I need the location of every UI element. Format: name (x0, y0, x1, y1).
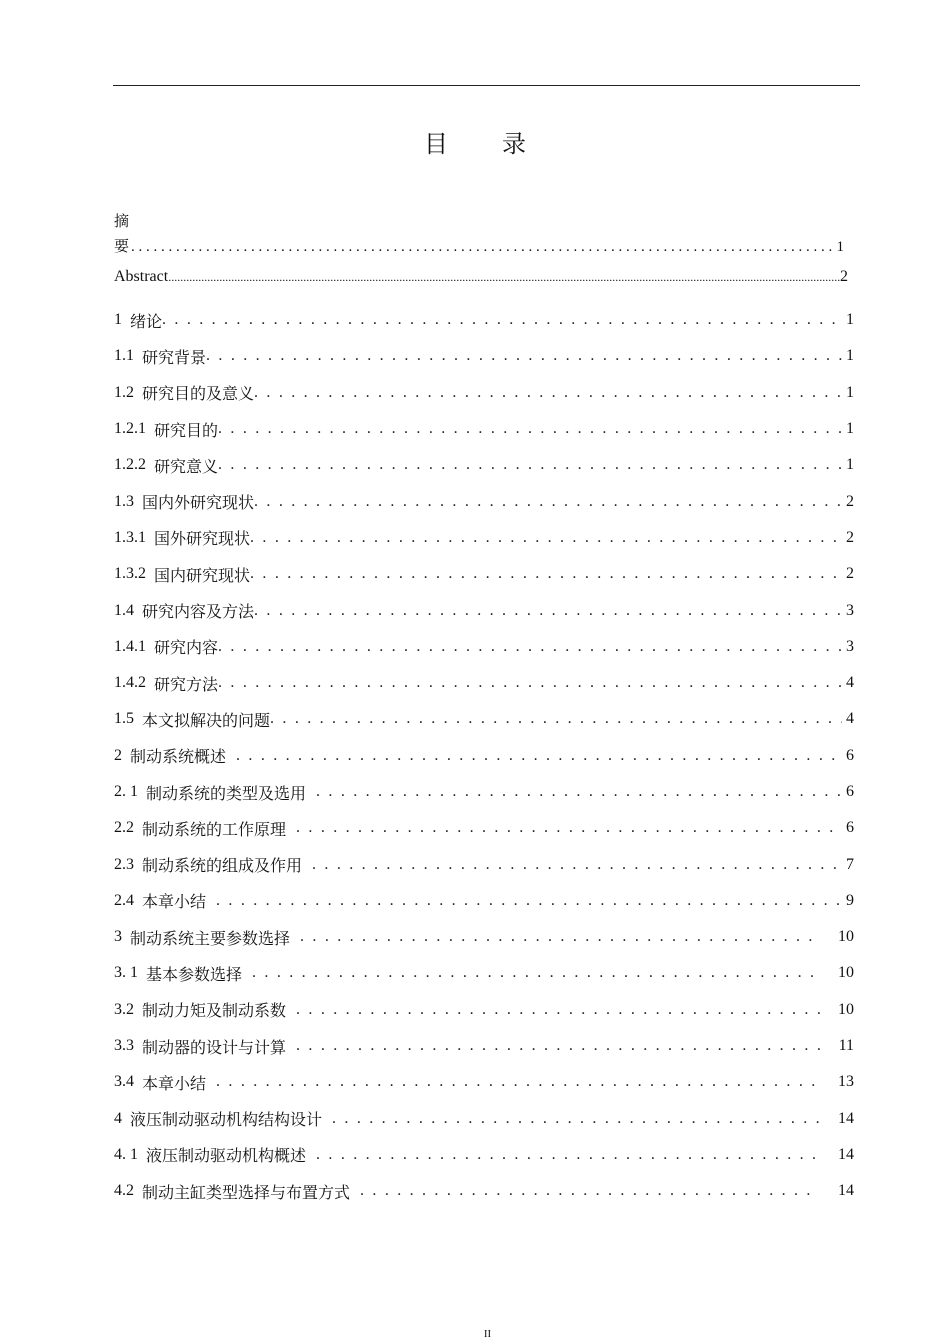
toc-page-number: 10 (838, 928, 854, 946)
toc-entry-number: 1.2.2 (114, 456, 146, 474)
toc-entry-number: 1.5 (114, 710, 134, 728)
toc-entry[interactable] (114, 338, 854, 374)
toc-entry-text: 制动系统主要参数选择 (130, 930, 291, 948)
toc-page-number: 1 (846, 420, 854, 438)
toc-entry-text: 研究方法 (154, 676, 219, 694)
toc-page-number: 2 (840, 268, 848, 285)
toc-entry-number: 1.4.2 (114, 674, 146, 692)
toc-entry-number: 2. 1 (114, 783, 138, 800)
toc-entry[interactable] (114, 919, 854, 955)
dot-leader (218, 638, 842, 656)
toc-entry-text: Abstract (114, 268, 169, 285)
toc-entry-number: 4 (114, 1109, 122, 1127)
dot-leader (300, 928, 820, 946)
toc-entry-text: 制动主缸类型选择与布置方式 (142, 1184, 351, 1202)
toc-entry[interactable] (114, 738, 854, 774)
toc-entry[interactable] (114, 992, 854, 1028)
toc-page-number: 1 (846, 311, 854, 329)
dot-leader (296, 819, 842, 837)
toc-entry[interactable] (114, 375, 854, 411)
toc-entry[interactable] (114, 1064, 854, 1100)
toc-page-number: 2 (846, 492, 854, 510)
dot-leader (254, 384, 842, 402)
toc-entry-text: 制动系统的类型及选用 (146, 785, 307, 803)
toc-page-number: 7 (846, 855, 854, 873)
toc-entry[interactable] (114, 665, 854, 701)
dot-leader (131, 239, 834, 256)
dot-leader (250, 529, 842, 547)
toc-entry[interactable] (114, 483, 854, 519)
toc-entry[interactable] (114, 411, 854, 447)
toc-entry-text: 制动器的设计与计算 (142, 1039, 287, 1057)
toc-entry-text: 研究目的 (154, 422, 219, 440)
dot-leader (218, 674, 842, 692)
dot-leader (162, 311, 842, 329)
dot-leader (236, 747, 842, 765)
dot-leader (312, 856, 842, 874)
toc-entry-text: 绪论 (130, 313, 163, 331)
dot-leader (216, 1073, 820, 1091)
toc-page-number: 1 (836, 239, 844, 255)
dot-leader (252, 964, 820, 982)
toc-entry-number: 1.2 (114, 383, 134, 401)
toc-entry[interactable] (114, 302, 854, 338)
toc-page-number: 14 (838, 1145, 854, 1163)
toc-page-number: 3 (846, 601, 854, 619)
toc-entry-text: 制动力矩及制动系数 (142, 1003, 287, 1021)
toc-entry-number: 4.2 (114, 1182, 134, 1200)
toc-entry[interactable] (114, 447, 854, 483)
toc-entry-number: 2.4 (114, 891, 134, 909)
toc-entry-text: 研究背景 (142, 349, 207, 367)
toc-entry[interactable] (114, 1173, 854, 1209)
toc-entry-number: 1.3 (114, 492, 134, 510)
toc-entry[interactable] (114, 629, 854, 665)
toc-entry-number: 3.3 (114, 1037, 134, 1055)
toc-entry[interactable] (114, 846, 854, 882)
toc-entry-number: 1 (114, 311, 122, 329)
toc-page-number: 1 (846, 456, 854, 474)
dot-leader (254, 493, 842, 511)
dot-leader (250, 565, 842, 583)
toc-entry-text: 研究内容及方法 (142, 604, 255, 622)
toc-entry-number: 3 (114, 928, 122, 946)
toc-entry[interactable] (114, 1028, 854, 1064)
dot-leader (332, 1110, 820, 1128)
toc-entry[interactable] (114, 592, 854, 628)
toc-entry-text: 国内研究现状 (154, 567, 251, 585)
dot-leader (218, 420, 842, 438)
toc-entry-text: 国外研究现状 (154, 531, 251, 549)
dot-leader (316, 783, 842, 801)
toc-entry-text: 液压制动驱动机构结构设计 (130, 1112, 323, 1130)
abstract-cn-char-2: 要 (114, 239, 130, 255)
toc-entry-number: 3.4 (114, 1073, 134, 1091)
toc-page-number: 6 (846, 819, 854, 837)
toc-page-number: 10 (838, 964, 854, 982)
toc-page-number: 1 (846, 347, 854, 365)
toc-page-number: 14 (838, 1182, 854, 1200)
toc-entry-number: 1.3.1 (114, 528, 146, 546)
toc-entry[interactable] (114, 883, 854, 919)
toc-entry-number: 3.2 (114, 1000, 134, 1018)
dot-leader (296, 1001, 820, 1019)
dot-leader (216, 892, 842, 910)
dot-leader (168, 270, 840, 285)
toc-entry-number: 1.2.1 (114, 420, 146, 438)
toc-entry-text: 研究意义 (154, 458, 219, 476)
toc-page-number: 9 (846, 891, 854, 909)
toc-entry-text: 本章小结 (142, 1075, 207, 1093)
toc-entry-number: 1.4 (114, 601, 134, 619)
toc-entry-text: 基本参数选择 (146, 966, 243, 984)
toc-entry-abstract-en[interactable] (114, 268, 848, 286)
toc-page-number: 4 (846, 674, 854, 692)
toc-entry-number: 2.2 (114, 819, 134, 837)
toc-entry[interactable] (114, 810, 854, 846)
toc-entry-number: 3. 1 (114, 964, 138, 982)
toc-entry[interactable] (114, 955, 854, 991)
abstract-cn-char-1: 摘 (114, 214, 130, 230)
toc-entry-text: 制动系统的工作原理 (142, 821, 287, 839)
toc-page-number: 6 (846, 746, 854, 764)
toc-entry-text: 本章小结 (142, 894, 207, 912)
toc-entry-number: 1.3.2 (114, 565, 146, 583)
footer-page-number: II (483, 1328, 492, 1340)
toc-entry-text: 研究内容 (154, 640, 219, 658)
toc-entry[interactable] (114, 556, 854, 592)
dot-leader (206, 347, 842, 365)
toc-page-number: 10 (838, 1000, 854, 1018)
toc-entry-text: 制动系统的组成及作用 (142, 858, 303, 876)
toc-entry[interactable] (114, 701, 854, 737)
dot-leader (270, 710, 842, 728)
toc-page-number: 14 (838, 1109, 854, 1127)
toc-entry[interactable] (114, 774, 854, 810)
toc-entry-text: 研究目的及意义 (142, 386, 255, 404)
toc-entry-text: 国内外研究现状 (142, 495, 255, 513)
dot-leader (218, 456, 842, 474)
toc-entry-number: 4. 1 (114, 1145, 138, 1163)
dot-leader (360, 1182, 820, 1200)
toc-entry-number: 2.3 (114, 855, 134, 873)
toc-title: 目 录 (424, 132, 550, 158)
toc-entry-number: 1.1 (114, 347, 134, 365)
dot-leader (316, 1146, 820, 1164)
toc-page-number: 2 (846, 565, 854, 583)
toc-entry-text: 液压制动驱动机构概述 (146, 1148, 307, 1166)
toc-page-number: 6 (846, 783, 854, 800)
toc-page-number: 11 (838, 1037, 854, 1055)
toc-page-number: 4 (846, 710, 854, 728)
toc-entry[interactable] (114, 1137, 854, 1173)
toc-entry[interactable] (114, 1101, 854, 1137)
dot-leader (254, 602, 842, 620)
header-rule (113, 85, 860, 86)
toc-page-number: 3 (846, 637, 854, 655)
toc-entry-abstract-cn[interactable] (114, 210, 844, 256)
toc-entry-number: 1.4.1 (114, 637, 146, 655)
toc-page-number: 2 (846, 528, 854, 546)
toc-page-number: 1 (846, 383, 854, 401)
toc-list (114, 302, 854, 1209)
toc-entry-text: 本文拟解决的问题 (142, 712, 271, 730)
toc-entry-number: 2 (114, 746, 122, 764)
toc-entry-text: 制动系统概述 (130, 749, 227, 767)
toc-page-number: 13 (838, 1073, 854, 1091)
toc-entry[interactable] (114, 520, 854, 556)
dot-leader (296, 1037, 820, 1055)
